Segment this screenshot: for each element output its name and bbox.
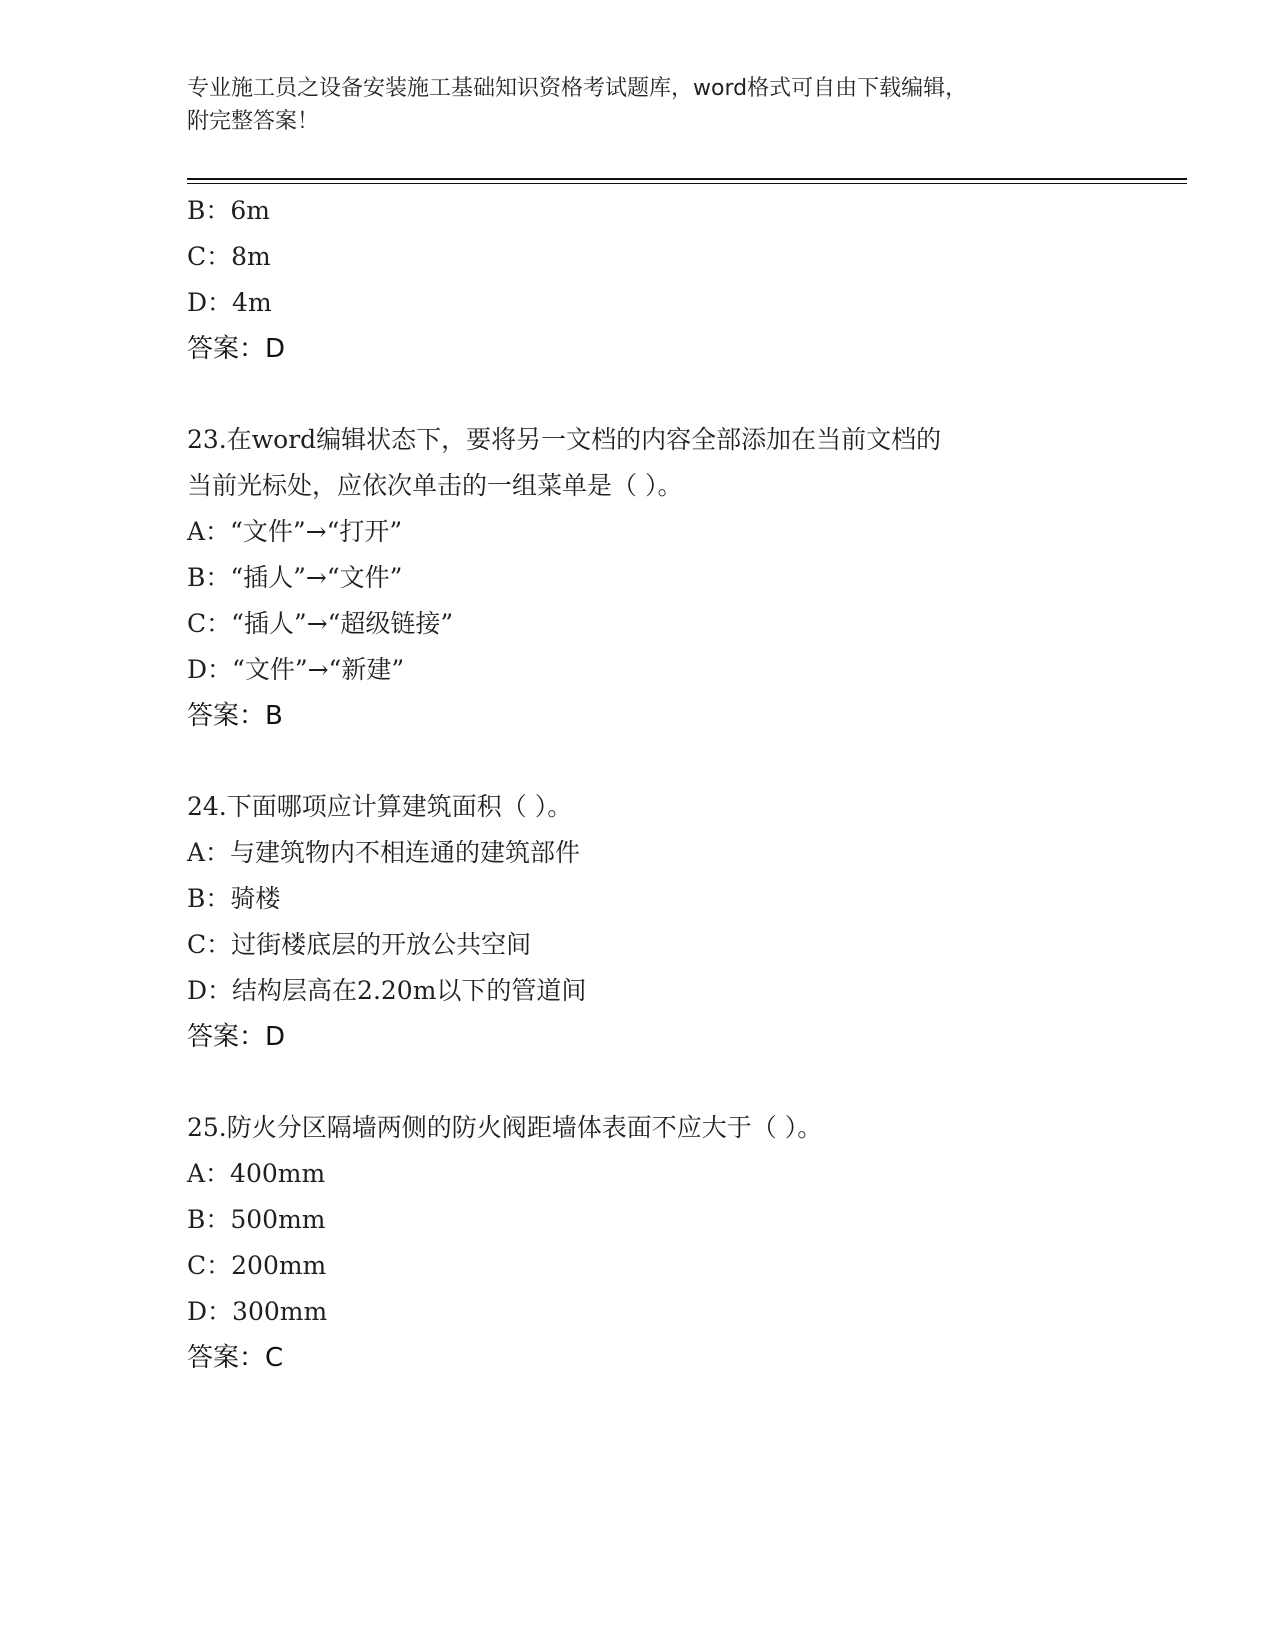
option-d: D：“文件”→“新建” (187, 655, 405, 684)
option-d: D：300mm (187, 1297, 328, 1326)
answer-line: 答案：B (187, 701, 283, 731)
option-c: C：过街楼底层的开放公共空间 (187, 930, 532, 959)
question-stem: 24.下面哪项应计算建筑面积（ ）。 (187, 792, 573, 821)
header-divider-thin (187, 183, 1187, 184)
prev-question-block (187, 188, 1187, 372)
answer-line: 答案：C (187, 1343, 284, 1373)
option-c: C：200mm (187, 1251, 327, 1280)
option-b: B：500mm (187, 1205, 326, 1234)
option-a: A：“文件”→“打开” (187, 517, 403, 546)
option-c: C：8m (187, 242, 271, 271)
question-stem: 25.防火分区隔墙两侧的防火阀距墙体表面不应大于（ ）。 (187, 1113, 823, 1142)
document-header (187, 72, 1087, 138)
option-d: D：4m (187, 288, 272, 317)
option-b: B：骑楼 (187, 884, 281, 913)
answer-line: 答案：D (187, 334, 286, 364)
question-stem-continued: 当前光标处，应依次单击的一组菜单是（ ）。 (187, 471, 683, 500)
header-divider-thick (187, 178, 1187, 180)
option-c: C：“插人”→“超级链接” (187, 609, 454, 638)
option-b: B：6m (187, 196, 270, 225)
option-a: A：与建筑物内不相连通的建筑部件 (187, 838, 581, 867)
option-d: D：结构层高在2.20m以下的管道间 (187, 976, 587, 1005)
question-content (187, 188, 1187, 1381)
question-25-block (187, 1105, 1187, 1381)
answer-line: 答案：D (187, 1022, 286, 1052)
question-stem: 23.在word编辑状态下，要将另一文档的内容全部添加在当前文档的 (187, 425, 942, 454)
header-line-2: 附完整答案！ (187, 109, 320, 134)
header-line-1: 专业施工员之设备安装施工基础知识资格考试题库，word格式可自由下载编辑， (187, 76, 968, 101)
question-24-block (187, 784, 1187, 1060)
option-a: A：400mm (187, 1159, 326, 1188)
option-b: B：“插人”→“文件” (187, 563, 403, 592)
question-23-block (187, 417, 1187, 739)
